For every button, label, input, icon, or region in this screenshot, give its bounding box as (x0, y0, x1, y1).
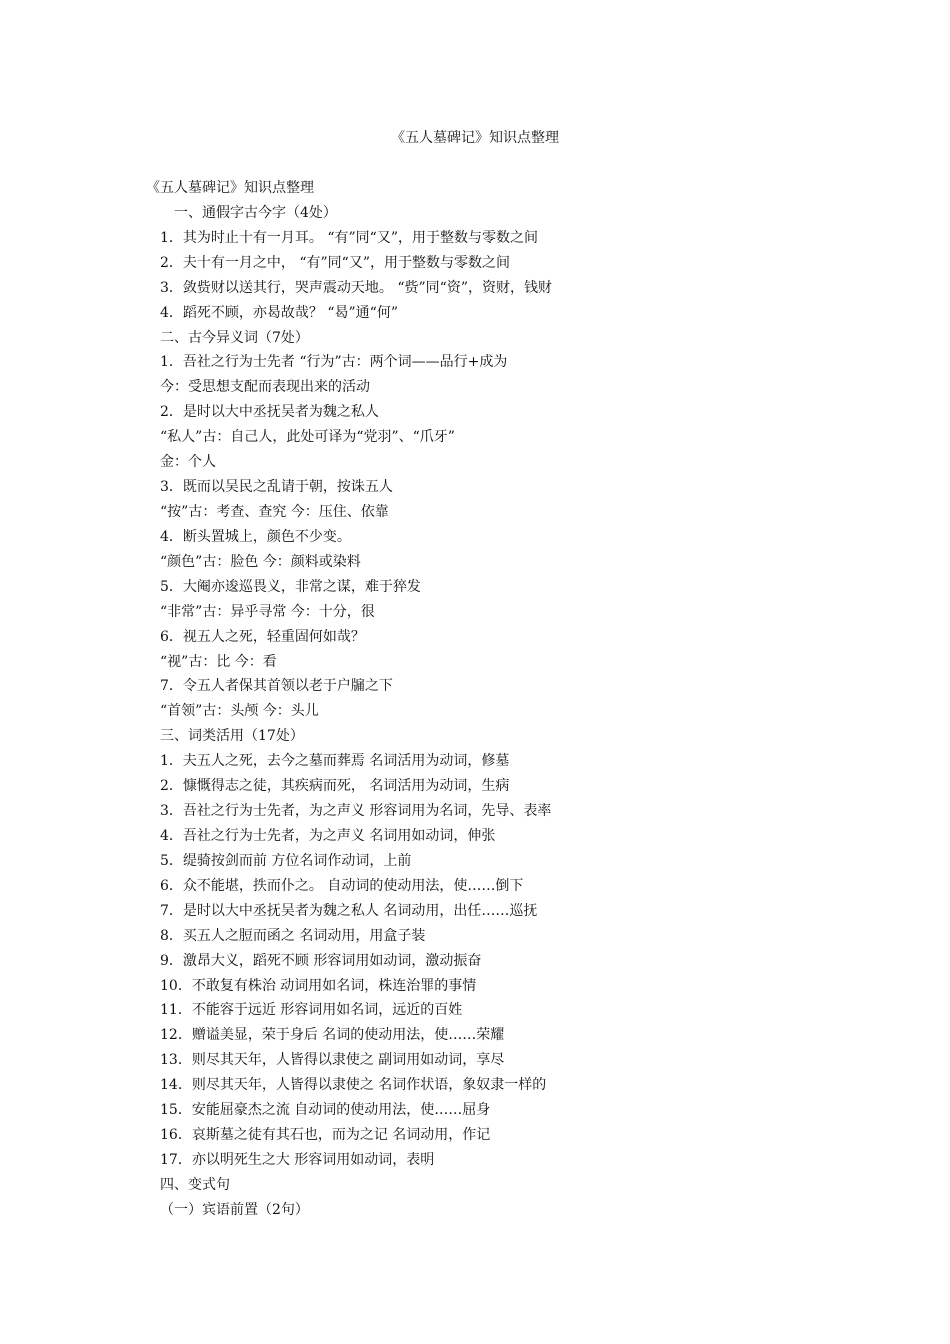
list-item: 12．赠谥美显，荣于身后 名词的使动用法，使……荣耀 (160, 1027, 505, 1044)
section-heading-3: 三、词类活用（17处） (160, 728, 304, 745)
list-item: 16．哀斯墓之徒有其石也，而为之记 名词动用，作记 (160, 1127, 491, 1144)
list-item: 15．安能屈豪杰之流 自动词的使动用法，使……屈身 (160, 1102, 491, 1119)
list-item: 1．夫五人之死，去今之墓而葬焉 名词活用为动词，修墓 (160, 753, 510, 770)
list-item: 2．夫十有一月之中， “有”同“又”，用于整数与零数之间 (160, 254, 510, 271)
list-item: 17．亦以明死生之大 形容词用如动词，表明 (160, 1151, 435, 1168)
list-item: 14．则尽其天年，人皆得以隶使之 名词作状语，象奴隶一样的 (160, 1077, 547, 1094)
section-heading-1: 一、通假字古今字（4处） (174, 204, 337, 221)
list-item: 11．不能容于远近 形容词用如名词，远近的百姓 (160, 1002, 463, 1019)
list-item: 5．缇骑按剑而前 方位名词作动词，上前 (160, 852, 412, 869)
list-item-note: 今：受思想支配而表现出来的活动 (160, 379, 370, 396)
list-item-note: “私人”古：自己人，此处可译为“党羽”、“爪牙” (160, 429, 455, 446)
list-item-note: “非常”古：异乎寻常 今：十分，很 (160, 603, 375, 620)
list-item-note: “颜色”古：脸色 今：颜料或染料 (160, 553, 361, 570)
list-item: 7．令五人者保其首领以老于户牖之下 (160, 678, 393, 695)
list-item: 5．大阉亦逡巡畏义，非常之谋，难于猝发 (160, 578, 421, 595)
list-item: 6．众不能堪，抶而仆之。 自动词的使动用法，使……倒下 (160, 877, 524, 894)
list-item: 4．蹈死不顾，亦曷故哉？ “曷”通“何” (160, 304, 398, 321)
list-item: 2．是时以大中丞抚吴者为魏之私人 (160, 404, 379, 421)
list-item: 9．激昂大义，蹈死不顾 形容词用如动词，激动振奋 (160, 952, 482, 969)
document-body (146, 176, 846, 1223)
subsection-heading: （一）宾语前置（2句） (160, 1201, 309, 1218)
list-item: 1．吾社之行为士先者 “行为”古：两个词——品行+成为 (160, 354, 508, 371)
list-item-note: 金：个人 (160, 454, 216, 471)
list-item: 3．敛赀财以送其行，哭声震动天地。 “赀”同“资”，资财，钱财 (160, 279, 552, 296)
section-heading-2: 二、古今异义词（7处） (160, 329, 309, 346)
list-item: 4．断头置城上，颜色不少变。 (160, 528, 351, 545)
section-heading-4: 四、变式句 (160, 1176, 230, 1193)
body-heading: 《五人墓碑记》知识点整理 (146, 180, 314, 196)
list-item: 7．是时以大中丞抚吴者为魏之私人 名词动用，出任……巡抚 (160, 902, 538, 919)
list-item: 8．买五人之脰而函之 名词动用，用盒子装 (160, 927, 426, 944)
list-item: 13．则尽其天年，人皆得以隶使之 副词用如动词，享尽 (160, 1052, 505, 1069)
list-item: 1．其为时止十有一月耳。 “有”同“又”，用于整数与零数之间 (160, 229, 538, 246)
list-item-note: “首领”古：头颅 今：头儿 (160, 703, 319, 720)
list-item-note: “视”古：比 今：看 (160, 653, 277, 670)
list-item: 3．吾社之行为士先者，为之声义 形容词用为名词，先导、表率 (160, 803, 552, 820)
list-item: 4．吾社之行为士先者，为之声义 名词用如动词，伸张 (160, 827, 496, 844)
list-item: 6．视五人之死，轻重固何如哉？ (160, 628, 365, 645)
list-item-note: “按”古：考查、查究 今：压住、依靠 (160, 503, 389, 520)
page-title: 《五人墓碑记》知识点整理 (391, 130, 559, 146)
list-item: 10．不敢复有株治 动词用如名词，株连治罪的事情 (160, 977, 477, 994)
list-item: 3．既而以吴民之乱请于朝，按诛五人 (160, 479, 393, 496)
list-item: 2．慷慨得志之徒，其疾病而死， 名词活用为动词，生病 (160, 778, 510, 795)
